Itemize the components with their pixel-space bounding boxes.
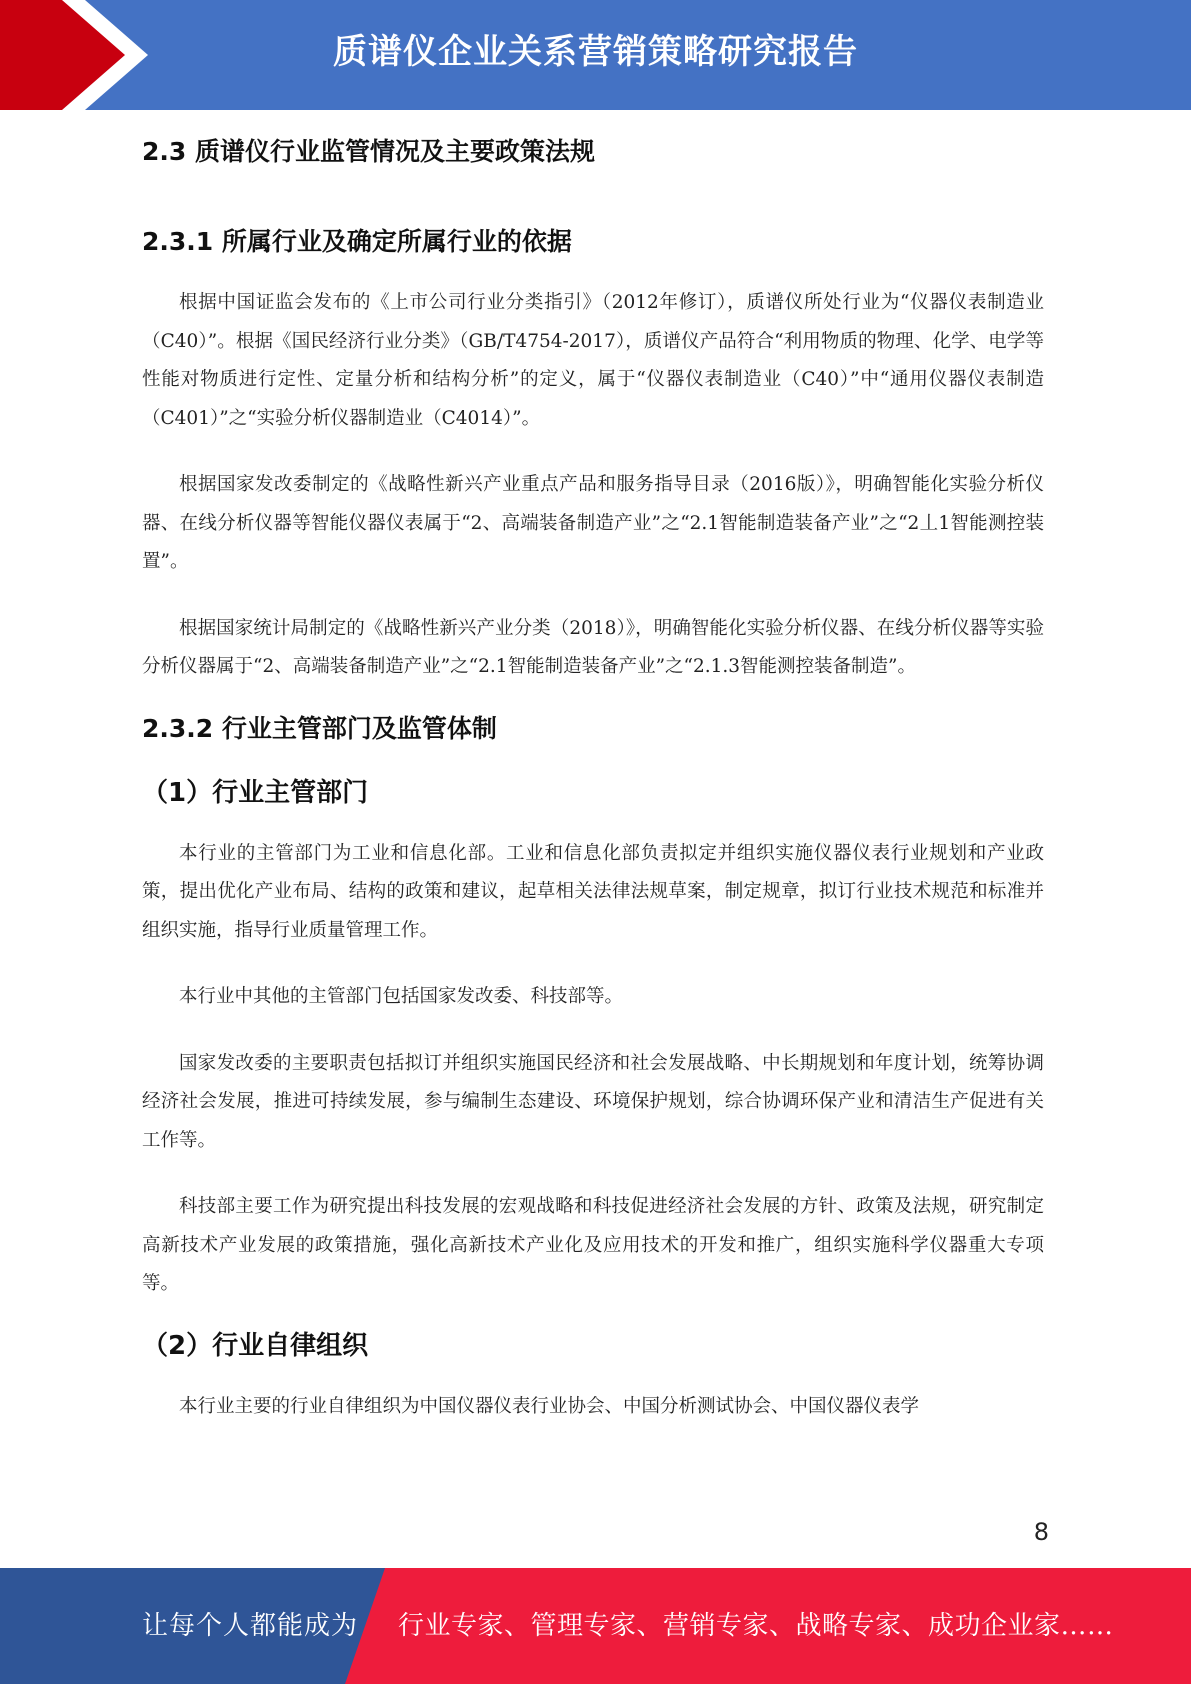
footer-slogan-left: 让每个人都能成为: [142, 1611, 359, 1641]
header-banner: [0, 0, 1191, 110]
page-number: 8: [1033, 1518, 1049, 1546]
paragraph: 国家发改委的主要职责包括拟订并组织实施国民经济和社会发展战略、中长期规划和年度计划，统筹协调经济社会发展，推进可持续发展，参与编制生态建设、环境保护规划，综合协调环保产业和清洁生产促进有关工作等。: [142, 1052, 1044, 1151]
paragraph: 根据中国证监会发布的《上市公司行业分类指引》（2012年修订），质谱仪所处行业为“仪器仪表制造业（C40）”。根据《国民经济行业分类》（GB/T4754-2017），质谱仪产品符合“利用物质的物理、化学、电学等性能对物质进行定性、定量分析和结构分析”的定义，属于“仪器仪表制造业（C40）”中“通用仪器仪表制造（C401）”之“实验分析仪器制造业（C4014）”。: [142, 292, 1044, 429]
header-chevron-icon: [0, 0, 160, 110]
paragraph: 本行业的主管部门为工业和信息化部。工业和信息化部负责拟定并组织实施仪器仪表行业规划和产业政策，提出优化产业布局、结构的政策和建议，起草相关法律法规草案，制定规章，拟订行业技术规范和标准并组织实施，指导行业质量管理工作。: [142, 842, 1044, 941]
footer-banner: [0, 1568, 1191, 1684]
footer-slogan-right: 行业专家、管理专家、营销专家、战略专家、成功企业家……: [398, 1611, 1114, 1641]
paragraph: 本行业主要的行业自律组织为中国仪器仪表行业协会、中国分析测试协会、中国仪器仪表学: [179, 1395, 920, 1417]
paragraph: 科技部主要工作为研究提出科技发展的宏观战略和科技促进经济社会发展的方针、政策及法规，研究制定高新技术产业发展的政策措施，强化高新技术产业化及应用技术的开发和推广，组织实施科学仪器重大专项等。: [142, 1196, 1044, 1294]
document-body: [142, 130, 1044, 1426]
paragraph: 根据国家发改委制定的《战略性新兴产业重点产品和服务指导目录（2016版）》，明确智能化实验分析仪器、在线分析仪器等智能仪器仪表属于“2、高端装备制造产业”之“2.1智能制造装备产业”之“2丄1智能测控装置”。: [142, 474, 1044, 572]
subsection-1-heading: （1）行业主管部门: [142, 777, 369, 808]
section-2-3-2-heading: 2.3.2 行业主管部门及监管体制: [142, 713, 497, 743]
paragraph: 根据国家统计局制定的《战略性新兴产业分类（2018）》，明确智能化实验分析仪器、在线分析仪器等实验分析仪器属于“2、高端装备制造产业”之“2.1智能制造装备产业”之“2.1.3智能测控装备制造”。: [142, 617, 1044, 677]
subsection-2-heading: （2）行业自律组织: [142, 1330, 369, 1361]
paragraph: 本行业中其他的主管部门包括国家发改委、科技部等。: [179, 986, 624, 1007]
section-2-3-heading: 2.3 质谱仪行业监管情况及主要政策法规: [142, 137, 595, 166]
report-title: 质谱仪企业关系营销策略研究报告: [333, 32, 858, 72]
section-2-3-1-heading: 2.3.1 所属行业及确定所属行业的依据: [142, 227, 572, 256]
